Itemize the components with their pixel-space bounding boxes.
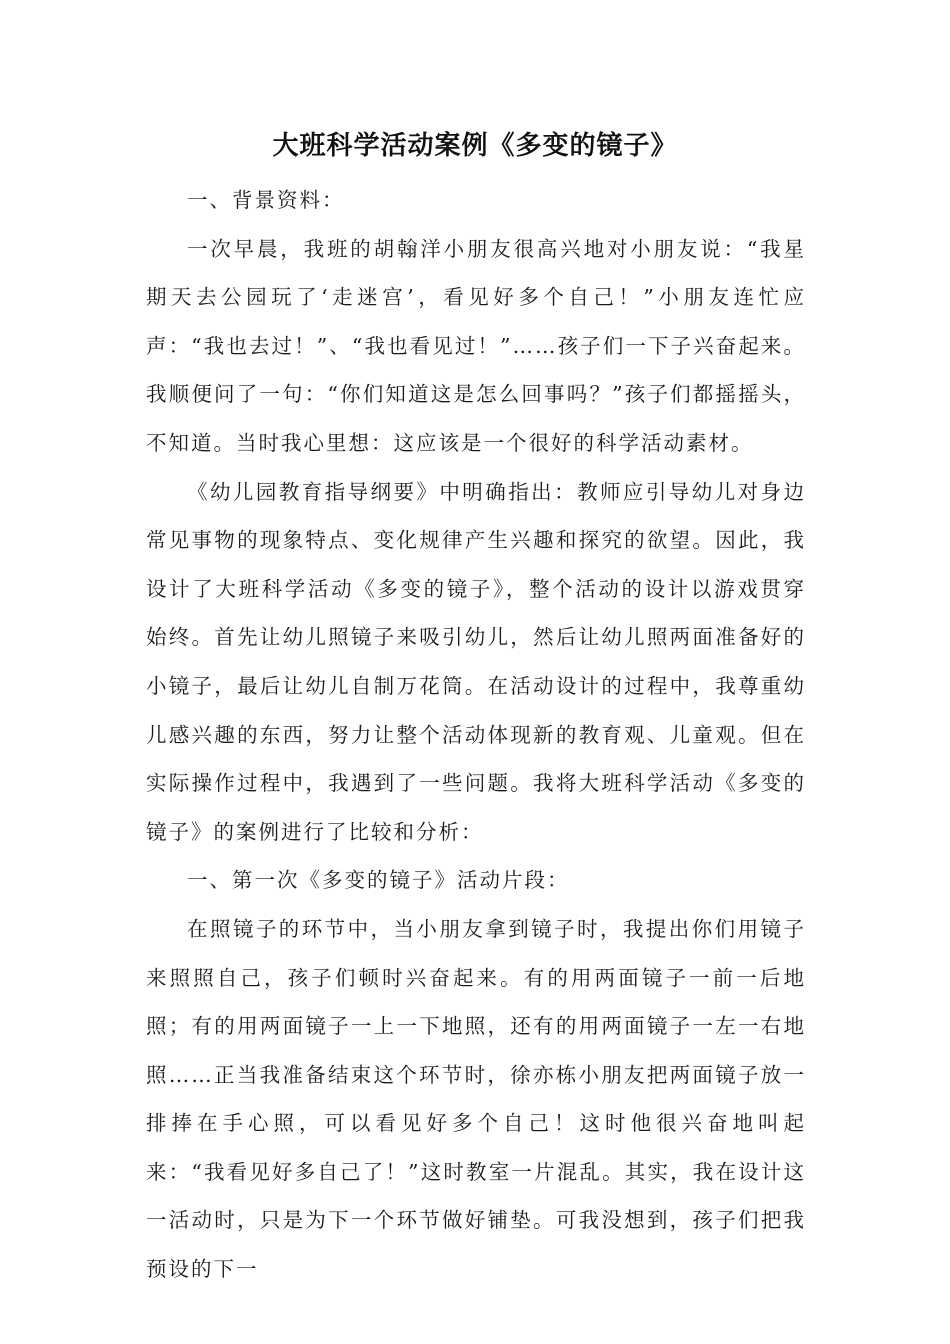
paragraph-background-heading: 一、背景资料： bbox=[187, 188, 345, 212]
paragraph-background-story: 一次早晨，我班的胡翰洋小朋友很高兴地对小朋友说：“我星期天去公园玩了‘走迷宫’，看见好多个自己！”小朋友连忙应声：“我也去过！”、“我也看见过！”……孩子们一下子兴奋起来。我顺便问了一句：“你们知道这是怎么回事吗？”孩子们都摇摇头，不知道。当时我心里想：这应该是一个很好的科学活动素材。 bbox=[146, 236, 806, 455]
document-body bbox=[146, 176, 806, 1294]
paragraph-guideline: 《幼儿园教育指导纲要》中明确指出：教师应引导幼儿对身边常见事物的现象特点、变化规律产生兴趣和探究的欲望。因此，我设计了大班科学活动《多变的镜子》，整个活动的设计以游戏贯穿始终。首先让幼儿照镜子来吸引幼儿，然后让幼儿照两面准备好的小镜子，最后让幼儿自制万花筒。在活动设计的过程中，我尊重幼儿感兴趣的东西，努力让整个活动体现新的教育观、儿童观。但在实际操作过程中，我遇到了一些问题。我将大班科学活动《多变的镜子》的案例进行了比较和分析： bbox=[146, 479, 806, 844]
paragraph-first-activity-story: 在照镜子的环节中，当小朋友拿到镜子时，我提出你们用镜子来照照自己，孩子们顿时兴奋起来。有的用两面镜子一前一后地照；有的用两面镜子一上一下地照，还有的用两面镜子一左一右地照……正当我准备结束这个环节时，徐亦栋小朋友把两面镜子放一排捧在手心照，可以看见好多个自己！这时他很兴奋地叫起来：“我看见好多自己了！”这时教室一片混乱。其实，我在设计这一活动时，只是为下一个环节做好铺垫。可我没想到，孩子们把我预设的下一 bbox=[146, 916, 806, 1282]
document-title: 大班科学活动案例《多变的镜子》 bbox=[272, 131, 678, 161]
paragraph-first-activity-heading: 一、第一次《多变的镜子》活动片段： bbox=[187, 868, 570, 893]
